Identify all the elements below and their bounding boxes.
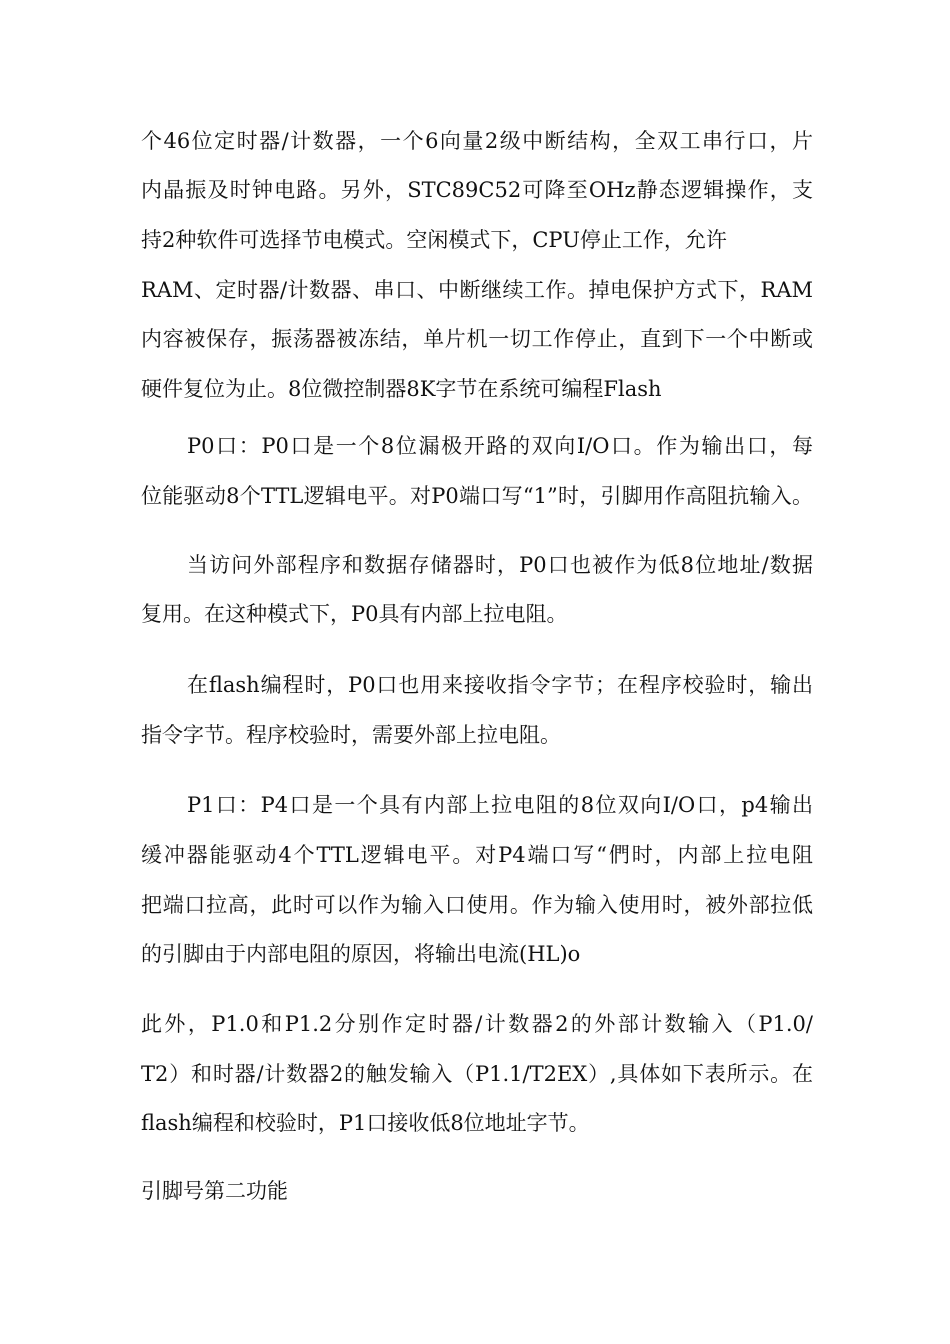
text-line: 此外，P1.0和P1.2分别作定时器/计数器2的外部计数输入（P1.0/ <box>141 1012 813 1036</box>
text-line: 的引脚由于内部电阻的原因，将输出电流(HL)o <box>141 942 581 966</box>
text-line: 硬件复位为止。8位微控制器8K字节在系统可编程Flash <box>141 377 662 401</box>
text-line: 把端口拉高，此时可以作为输入口使用。作为输入使用时，被外部拉低 <box>141 893 813 917</box>
text-line: P1口：P4口是一个具有内部上拉电阻的8位双向I/O口，p4输出 <box>187 793 813 817</box>
text-line: 指令字节。程序校验时，需要外部上拉电阻。 <box>141 723 561 747</box>
text-line: 内晶振及时钟电路。另外，STC89C52可降至OHz静态逻辑操作，支 <box>141 178 813 202</box>
text-line: 内容被保存，振荡器被冻结，单片机一切工作停止，直到下一个中断或 <box>141 327 813 351</box>
text-line: flash编程和校验时，P1口接收低8位地址字节。 <box>141 1111 590 1135</box>
text-line: 缓冲器能驱动4个TTL逻辑电平。对P4端口写“們时，内部上拉电阻 <box>141 843 813 867</box>
text-line: 持2种软件可选择节电模式。空闲模式下，CPU停止工作，允许 <box>141 228 727 252</box>
text-line: P0口：P0口是一个8位漏极开路的双向I/O口。作为输出口，每 <box>187 434 813 458</box>
text-line: 在flash编程时，P0口也用来接收指令字节；在程序校验时，输出 <box>187 673 813 697</box>
text-line: T2）和时器/计数器2的触发输入（P1.1/T2EX）,具体如下表所示。在 <box>141 1062 813 1086</box>
text-line: 个46位定时器/计数器，一个6向量2级中断结构，全双工串行口，片 <box>141 129 813 153</box>
text-line: 复用。在这种模式下，P0具有内部上拉电阻。 <box>141 602 568 626</box>
text-line: RAM、定时器/计数器、串口、中断继续工作。掉电保护方式下，RAM <box>141 278 813 302</box>
text-line: 位能驱动8个TTL逻辑电平。对P0端口写“1”时，引脚用作高阻抗输入。 <box>141 484 813 508</box>
text-line: 当访问外部程序和数据存储器时，P0口也被作为低8位地址/数据 <box>187 553 813 577</box>
text-line: 引脚号第二功能 <box>141 1179 288 1203</box>
